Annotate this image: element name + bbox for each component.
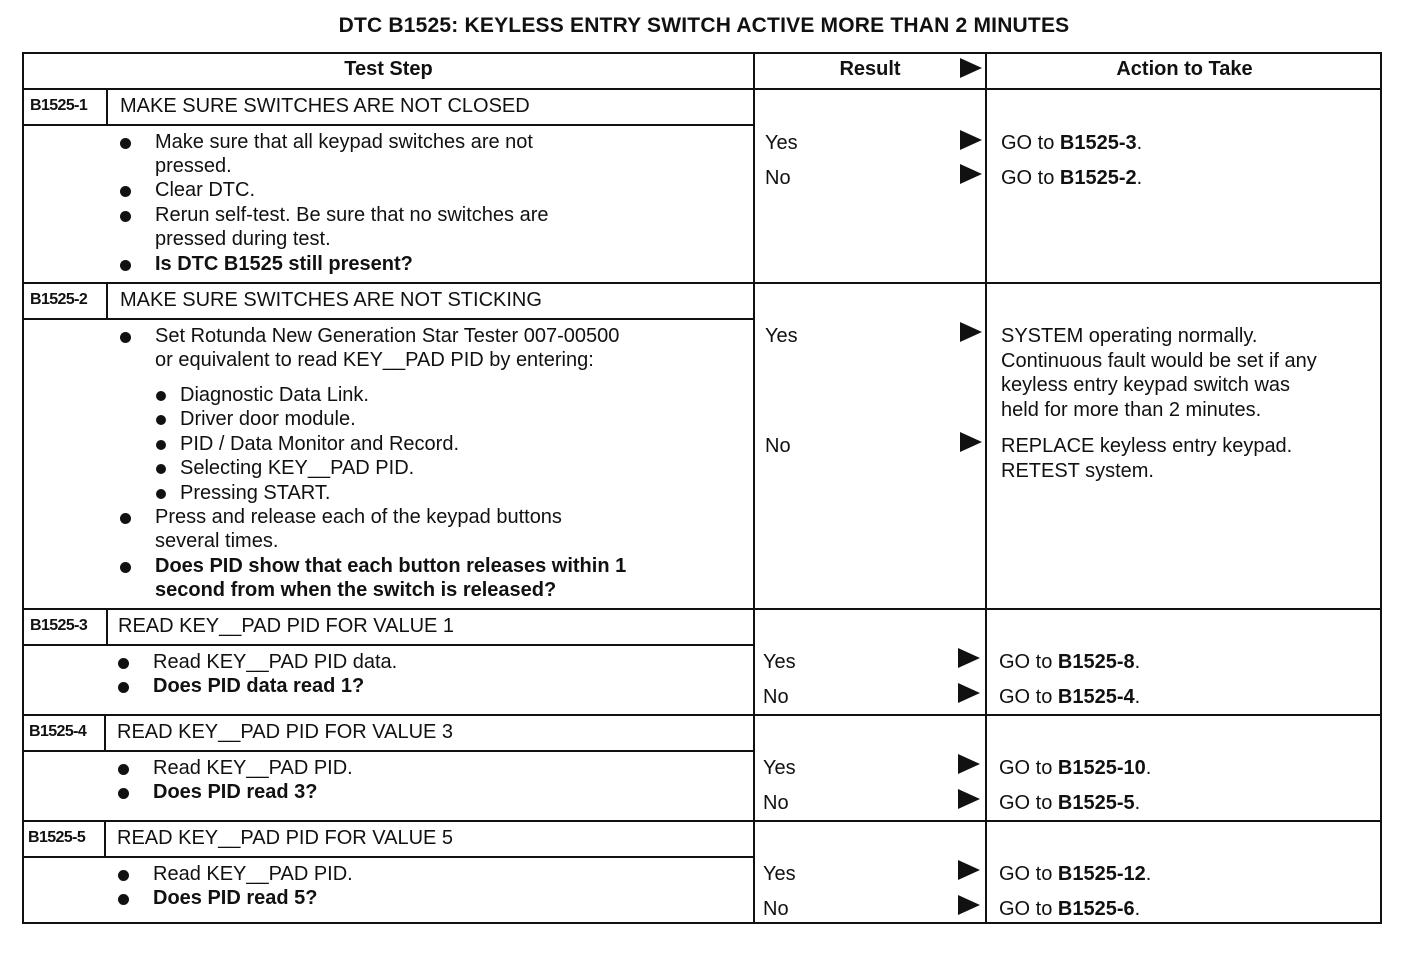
sub-bullet-icon: [156, 464, 166, 474]
action-text: GO to B1525-2.: [1001, 167, 1143, 189]
bullet-text: Read KEY__PAD PID.: [153, 757, 353, 779]
bullet-text: pressed.: [155, 155, 232, 177]
action-line: Continuous fault would be set if any: [1001, 350, 1317, 372]
column-divider-action: [985, 54, 987, 922]
action-text: GO to B1525-4.: [999, 686, 1141, 708]
arrow-icon: [960, 130, 982, 150]
sub-bullet-text: Diagnostic Data Link.: [180, 384, 369, 406]
step-id: B1525-4: [29, 723, 87, 740]
column-divider-result: [753, 54, 755, 922]
action-line: held for more than 2 minutes.: [1001, 399, 1262, 421]
result-no: No: [763, 686, 789, 708]
bullet-icon: [118, 658, 129, 669]
arrow-icon: [958, 860, 980, 880]
bullet-text: Clear DTC.: [155, 179, 256, 201]
result-no: No: [765, 435, 791, 457]
step-title: READ KEY__PAD PID FOR VALUE 1: [118, 615, 455, 637]
action-text: GO to B1525-8.: [999, 651, 1141, 673]
arrow-icon: [960, 164, 982, 184]
action-text: GO to B1525-10.: [999, 757, 1152, 779]
action-text: GO to B1525-3.: [1001, 132, 1143, 154]
arrow-icon: [958, 789, 980, 809]
sub-bullet-icon: [156, 415, 166, 425]
result-yes: Yes: [765, 132, 798, 154]
bullet-icon: [120, 513, 131, 524]
arrow-icon: [958, 754, 980, 774]
bullet-text: Set Rotunda New Generation Star Tester 007-00500: [155, 325, 620, 347]
sub-bullet-text: PID / Data Monitor and Record.: [180, 433, 460, 455]
step-id: B1525-3: [30, 617, 88, 634]
header-test-step: Test Step: [344, 58, 433, 80]
bullet-question: Does PID read 5?: [153, 887, 318, 909]
bullet-icon: [120, 260, 131, 271]
step-id-divider: [104, 822, 106, 856]
step-id: B1525-1: [30, 97, 88, 114]
bullet-question: Does PID read 3?: [153, 781, 318, 803]
step-title-divider: [24, 856, 753, 858]
bullet-text: several times.: [155, 530, 279, 552]
bullet-question: Does PID data read 1?: [153, 675, 365, 697]
bullet-text: Press and release each of the keypad buttons: [155, 506, 562, 528]
header-divider: [24, 88, 1380, 90]
action-text: GO to B1525-12.: [999, 863, 1152, 885]
result-no: No: [763, 898, 789, 920]
bullet-question: Is DTC B1525 still present?: [155, 253, 413, 275]
action-line: RETEST system.: [1001, 460, 1154, 482]
bullet-text: or equivalent to read KEY__PAD PID by entering:: [155, 349, 594, 371]
result-no: No: [765, 167, 791, 189]
arrow-icon: [958, 648, 980, 668]
bullet-icon: [118, 764, 129, 775]
bullet-text: Make sure that all keypad switches are not: [155, 131, 533, 153]
step-id-divider: [106, 284, 108, 318]
bullet-text: pressed during test.: [155, 228, 331, 250]
step-title: READ KEY__PAD PID FOR VALUE 3: [117, 721, 454, 743]
bullet-icon: [120, 211, 131, 222]
step-id-divider: [104, 716, 106, 750]
header-action: Action to Take: [1116, 58, 1253, 80]
bullet-icon: [120, 186, 131, 197]
sub-bullet-text: Selecting KEY__PAD PID.: [180, 457, 415, 479]
bullet-icon: [118, 788, 129, 799]
row-divider: [24, 714, 1380, 716]
step-title-divider: [24, 124, 753, 126]
bullet-icon: [118, 870, 129, 881]
step-title: READ KEY__PAD PID FOR VALUE 5: [117, 827, 454, 849]
action-text: GO to B1525-5.: [999, 792, 1141, 814]
arrow-icon: [958, 895, 980, 915]
header-arrow-icon: [960, 58, 982, 78]
step-title: MAKE SURE SWITCHES ARE NOT CLOSED: [120, 95, 530, 117]
diagnostic-table: [22, 52, 1382, 924]
bullet-icon: [118, 894, 129, 905]
step-id: B1525-2: [30, 291, 88, 308]
step-title: MAKE SURE SWITCHES ARE NOT STICKING: [120, 289, 542, 311]
arrow-icon: [960, 432, 982, 452]
step-id-divider: [106, 90, 108, 124]
result-yes: Yes: [763, 757, 796, 779]
action-line: REPLACE keyless entry keypad.: [1001, 435, 1293, 457]
row-divider: [24, 608, 1380, 610]
sub-bullet-icon: [156, 489, 166, 499]
bullet-question: second from when the switch is released?: [155, 579, 557, 601]
bullet-icon: [120, 138, 131, 149]
step-title-divider: [24, 644, 753, 646]
bullet-icon: [118, 682, 129, 693]
step-title-divider: [24, 750, 753, 752]
arrow-icon: [958, 683, 980, 703]
result-yes: Yes: [763, 651, 796, 673]
bullet-icon: [120, 332, 131, 343]
row-divider: [24, 820, 1380, 822]
action-text: GO to B1525-6.: [999, 898, 1141, 920]
action-line: keyless entry keypad switch was: [1001, 374, 1291, 396]
sub-bullet-icon: [156, 391, 166, 401]
page-title: DTC B1525: KEYLESS ENTRY SWITCH ACTIVE MORE THAN 2 MINUTES: [338, 14, 1070, 37]
result-yes: Yes: [765, 325, 798, 347]
result-yes: Yes: [763, 863, 796, 885]
arrow-icon: [960, 322, 982, 342]
bullet-text: Read KEY__PAD PID data.: [153, 651, 398, 673]
row-divider: [24, 282, 1380, 284]
header-result: Result: [839, 58, 901, 80]
sub-bullet-text: Driver door module.: [180, 408, 356, 430]
bullet-text: Read KEY__PAD PID.: [153, 863, 353, 885]
result-no: No: [763, 792, 789, 814]
bullet-icon: [120, 562, 131, 573]
step-title-divider: [24, 318, 753, 320]
sub-bullet-icon: [156, 440, 166, 450]
sub-bullet-text: Pressing START.: [180, 482, 331, 504]
step-id-divider: [106, 610, 108, 644]
step-id: B1525-5: [28, 829, 86, 846]
bullet-text: Rerun self-test. Be sure that no switches are: [155, 204, 549, 226]
bullet-question: Does PID show that each button releases within 1: [155, 555, 627, 577]
action-line: SYSTEM operating normally.: [1001, 325, 1258, 347]
